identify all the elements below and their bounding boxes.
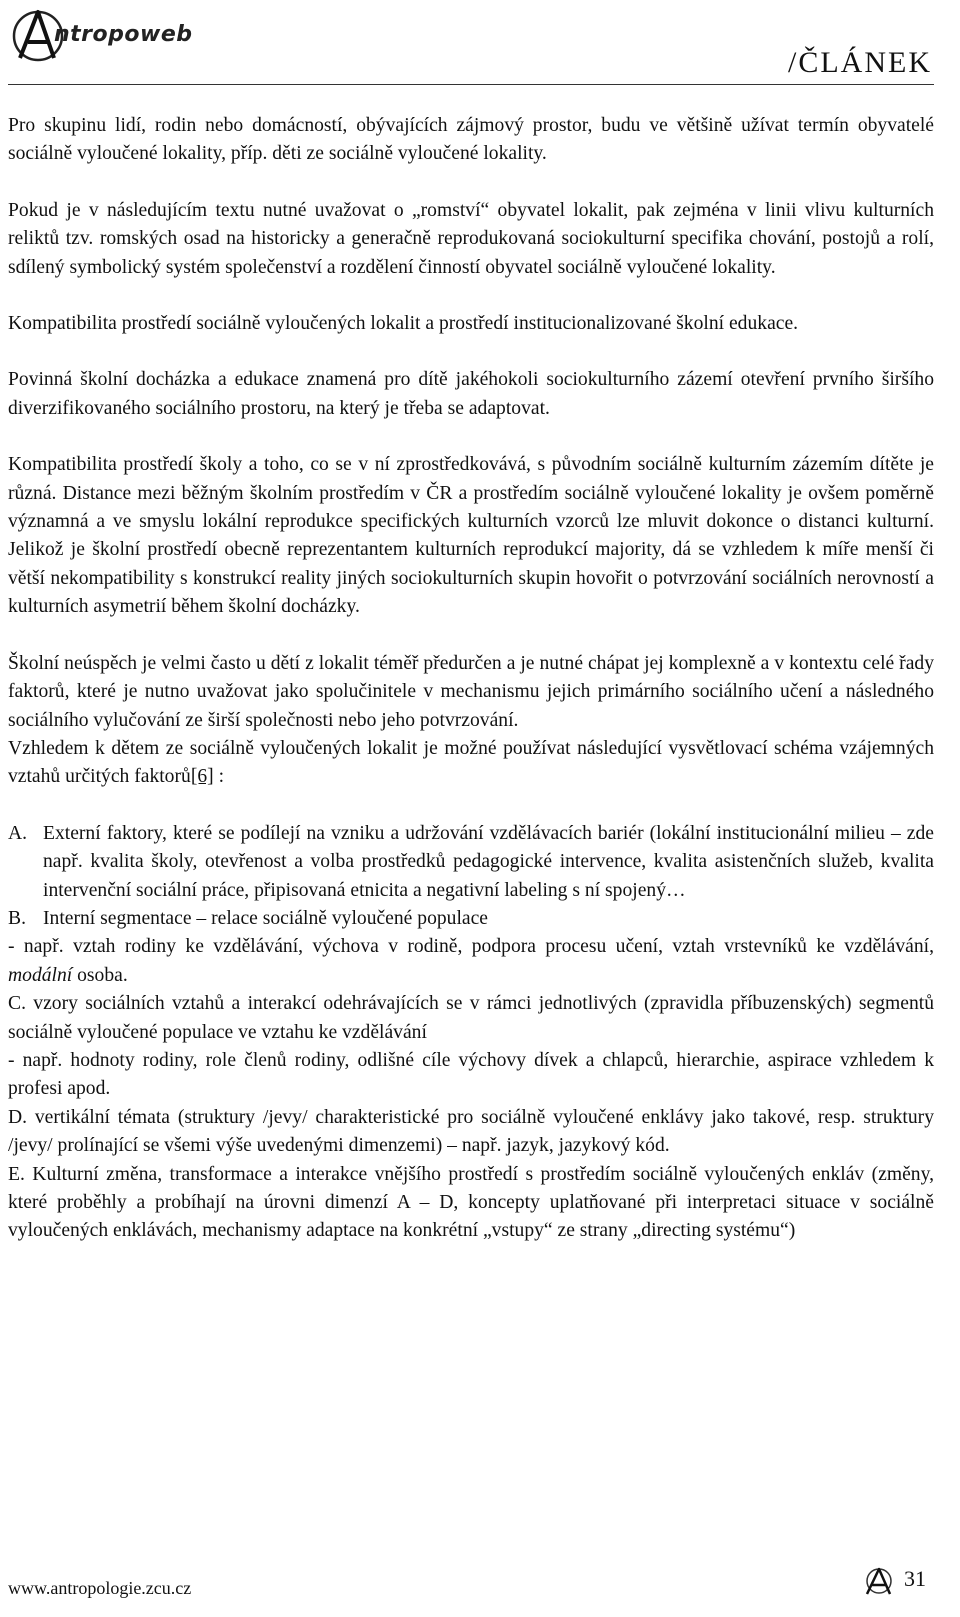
factor-list (8, 820, 934, 1246)
logo-text: ntropoweb (54, 22, 193, 47)
list-detail-b-start: - např. vztah rodiny ke vzdělávání, výchova v rodině, podpora procesu učení, vztah vrstevníků ke vzdělávání, (8, 936, 934, 958)
list-label-b: B. (8, 907, 26, 929)
list-item-c: C. vzory sociálních vztahů a interakcí odehrávajících se v rámci jednotlivých (zpravidla příbuzenských) segmentů sociálně vyloučené populace ve vztahu ke vzdělávání (8, 993, 934, 1043)
article-body (8, 112, 934, 1246)
header-divider (8, 84, 934, 85)
paragraph-4: Povinná školní docházka a edukace znamená pro dítě jakéhokoli sociokulturního zázemí otevření prvního širšího diverzifikovaného sociálního prostoru, na který je třeba se adaptovat. (8, 369, 934, 419)
paragraph-6: Školní neúspěch je velmi často u dětí z lokalit téměř předurčen a je nutné chápat jej komplexně a v kontextu celé řady faktorů, které je nutno uvažovat jako spolučinitele v mechanismu jejich primárního sociálního učení a následného sociálního vylučování ze širší společnosti nebo jeho potvrzování. (8, 652, 934, 731)
footer-url: www.antropologie.zcu.cz (8, 1578, 192, 1598)
list-item-a (8, 820, 934, 905)
antropoweb-small-logo-icon (862, 1566, 896, 1596)
footnote-link-6[interactable]: [6] (190, 766, 214, 788)
paragraph-3: Kompatibilita prostředí sociálně vyloučených lokalit a prostředí institucionalizované školní edukace. (8, 313, 799, 335)
list-item-b (8, 905, 934, 933)
paragraph-1: Pro skupinu lidí, rodin nebo domácností, obývajících zájmový prostor, budu ve většině užívat termín obyvatelé sociálně vyloučené lokality, příp. děti ze sociálně vyloučené lokality. (8, 115, 934, 165)
paragraph-7-text: Vzhledem k dětem ze sociálně vyloučených lokalit je možné používat následující vysvětlovací schéma vzájemných vztahů určitých faktorů (8, 737, 934, 788)
list-detail-b-italic: modální (8, 964, 73, 986)
paragraph-7-end: : (213, 766, 225, 788)
antropoweb-logo (10, 4, 250, 68)
section-label: /ČLÁNEK (788, 46, 932, 79)
list-text-b: Interní segmentace – relace sociálně vyloučené populace (43, 907, 488, 929)
list-item-e: E. Kulturní změna, transformace a interakce vnějšího prostředí s prostředím sociálně vyloučených enkláv (změny, které proběhly a probíhají na úrovni dimenzí A – D, koncepty uplatňované při interpretaci situace v sociálně vyloučených enklávách, mechanismy adaptace na konkrétní „vstupy“ ze strany „directing systému“) (8, 1163, 934, 1242)
paragraph-5: Kompatibilita prostředí školy a toho, co se v ní zprostředkovává, s původním sociálně kulturním zázemím dítěte je různá. Distance mezi běžným školním prostředím v ČR a prostředím sociálně vyloučené lokality je ovšem poměrně významná a ve smyslu lokální reprodukce specifických kulturních vzorců lze mluvit dokonce o distanci kulturní. Jelikož je školní prostředí obecně reprezentantem kulturních reprodukcí majority, dá se vzhledem k míře menší či větší nekompatibility s konstrukcí reality jiných sociokulturních skupin hovořit o potvrzování sociálních nerovností a kulturních asymetrií během školní docházky. (8, 454, 934, 618)
list-text-a: Externí faktory, které se podílejí na vzniku a udržování vzdělávacích bariér (lokální institucionální milieu – zde např. kvalita školy, otevřenost a volba prostředků pedagogické intervence, kvalita asistenčních služeb, kvalita intervenční sociální práce, připisovaná etnicita a negativní labeling s ní spojený… (43, 822, 934, 901)
page-number: 31 (904, 1566, 926, 1591)
paragraph-7 (8, 735, 934, 792)
list-detail-b (8, 933, 934, 990)
list-detail-c: - např. hodnoty rodiny, role členů rodiny, odlišné cíle výchovy dívek a chlapců, hierarchie, aspirace vzhledem k profesi apod. (8, 1049, 934, 1100)
list-detail-b-end: osoba. (72, 964, 128, 986)
list-item-d: D. vertikální témata (struktury /jevy/ charakteristické pro sociálně vyloučené enklávy jako takové, resp. struktury /jevy/ prolínající se všemi výše uvedenými dimenzemi) – např. jazyk, jazykový kód. (8, 1106, 934, 1157)
list-label-a: A. (8, 822, 28, 844)
paragraph-2: Pokud je v následujícím textu nutné uvažovat o „romství“ obyvatel lokalit, pak zejména v linii vlivu kulturních reliktů tzv. romských osad na historicky a generačně reprodukovaná sociokulturní specifika chování, postojů a rolí, sdílený symbolický systém společenství a rozdělení činností obyvatel sociálně vyloučené lokality. (8, 199, 934, 278)
